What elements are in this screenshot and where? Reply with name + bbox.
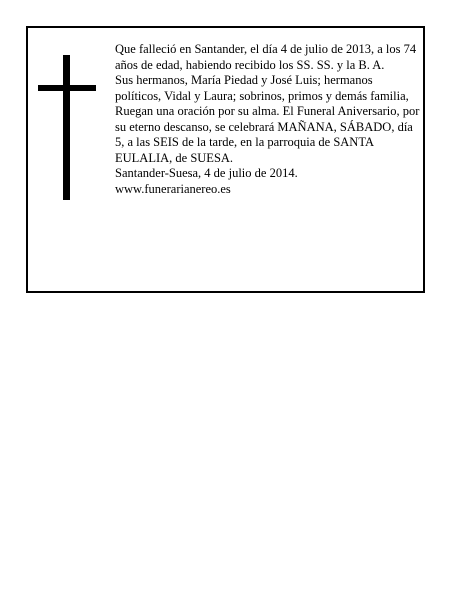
place-date: Santander-Suesa, 4 de julio de 2014. [115, 166, 298, 180]
death-announcement: Que falleció en Santander, el día 4 de julio de 2013, a los 74 años de edad, habiendo recibido los SS. SS. y la B. A. [115, 42, 417, 72]
funeral-home-website: www.funerarianereo.es [115, 181, 231, 196]
obituary-notice [26, 26, 425, 293]
family-mourners: Sus hermanos, María Piedad y José Luis; hermanos políticos, Vidal y Laura; sobrinos, primos y demás familia, [115, 73, 409, 103]
cross-icon [38, 55, 96, 200]
notice-text [115, 42, 420, 197]
cross-horizontal-bar [38, 85, 96, 91]
funeral-details: Ruegan una oración por su alma. El Funeral Aniversario, por su eterno descanso, se celebrará MAÑANA, SÁBADO, día 5, a las SEIS de la tarde, en la parroquia de SANTA EULALIA, de SUESA. [115, 104, 420, 165]
cross-vertical-bar [63, 55, 70, 200]
